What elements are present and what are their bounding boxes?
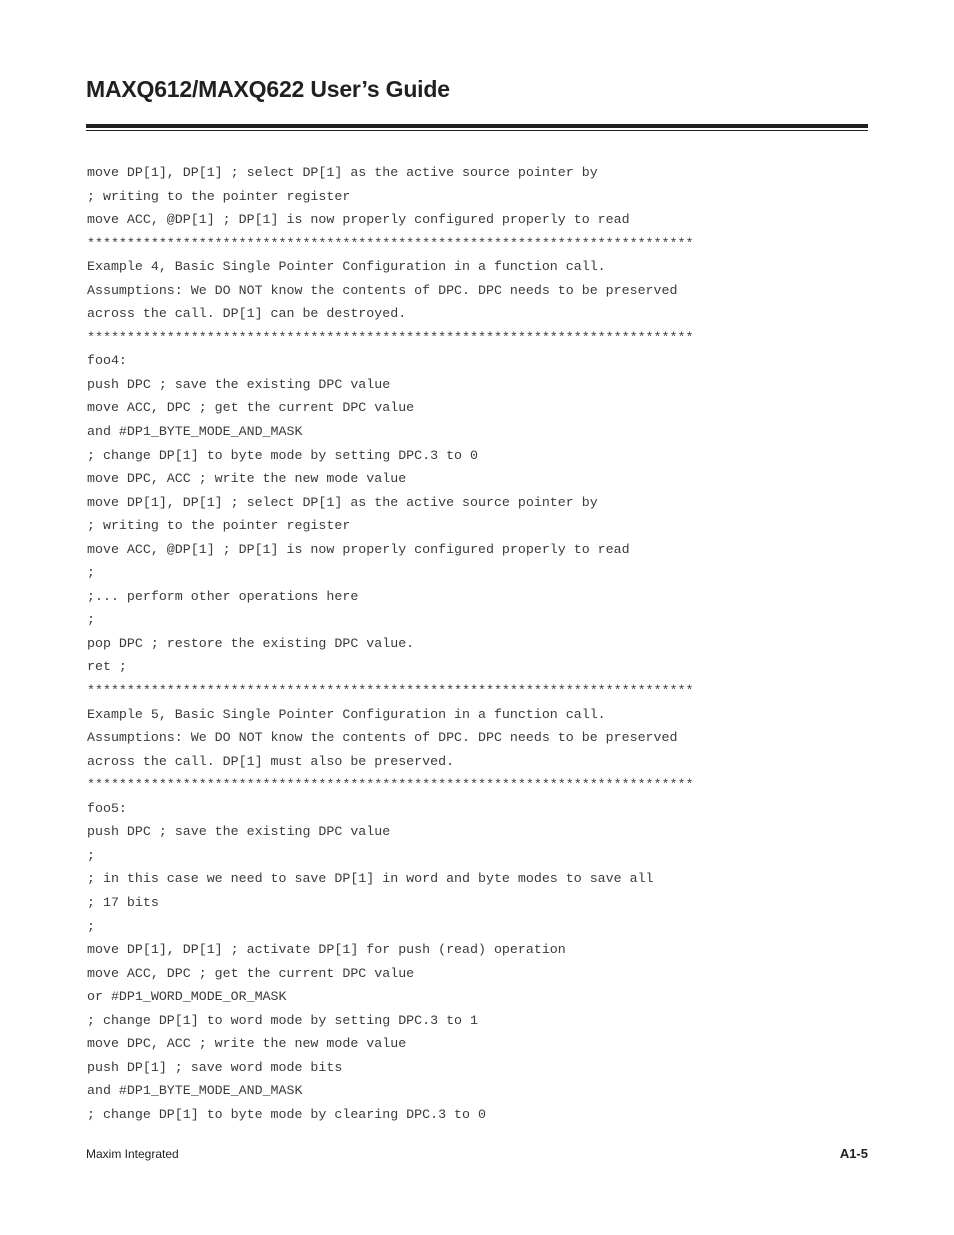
code-line: ; xyxy=(87,918,95,934)
code-line: **************************************************************************** xyxy=(87,777,694,793)
code-line: ; writing to the pointer register xyxy=(87,518,351,534)
code-line: push DPC ; save the existing DPC value xyxy=(87,824,391,840)
code-line: move DPC, ACC ; write the new mode value xyxy=(87,1036,407,1052)
code-line: Assumptions: We DO NOT know the contents of DPC. DPC needs to be preserved xyxy=(87,282,678,298)
code-line: across the call. DP[1] must also be preserved. xyxy=(87,753,455,769)
code-line: ; xyxy=(87,612,95,628)
code-line: move ACC, @DP[1] ; DP[1] is now properly configured properly to read xyxy=(87,541,630,557)
header-rule-thin xyxy=(86,130,868,131)
code-line: ; change DP[1] to byte mode by clearing DPC.3 to 0 xyxy=(87,1106,486,1122)
code-line: move ACC, DPC ; get the current DPC value xyxy=(87,400,415,416)
code-listing xyxy=(87,161,887,1126)
code-line: ; xyxy=(87,847,95,863)
code-line: across the call. DP[1] can be destroyed. xyxy=(87,306,407,322)
page-title: MAXQ612/MAXQ622 User’s Guide xyxy=(86,76,450,102)
code-line: or #DP1_WORD_MODE_OR_MASK xyxy=(87,989,287,1005)
code-line: ;... perform other operations here xyxy=(87,588,359,604)
code-line: ; in this case we need to save DP[1] in word and byte modes to save all xyxy=(87,871,654,887)
code-line: Example 5, Basic Single Pointer Configuration in a function call. xyxy=(87,706,606,722)
code-line: Example 4, Basic Single Pointer Configuration in a function call. xyxy=(87,259,606,275)
header-rule-thick xyxy=(86,124,868,128)
code-line: move ACC, DPC ; get the current DPC value xyxy=(87,965,415,981)
code-line: **************************************************************************** xyxy=(87,683,694,699)
code-line: pop DPC ; restore the existing DPC value. xyxy=(87,635,415,651)
code-line: move ACC, @DP[1] ; DP[1] is now properly configured properly to read xyxy=(87,212,630,228)
code-line: ; change DP[1] to byte mode by setting DPC.3 to 0 xyxy=(87,447,478,463)
code-line: and #DP1_BYTE_MODE_AND_MASK xyxy=(87,1083,303,1099)
code-line: **************************************************************************** xyxy=(87,235,694,251)
code-line: foo5: xyxy=(87,800,127,816)
code-line: **************************************************************************** xyxy=(87,329,694,345)
code-line: foo4: xyxy=(87,353,127,369)
footer-company: Maxim Integrated xyxy=(86,1147,179,1161)
code-line: ; 17 bits xyxy=(87,894,159,910)
code-line: move DP[1], DP[1] ; select DP[1] as the active source pointer by xyxy=(87,165,598,180)
code-line: ret ; xyxy=(87,659,127,675)
code-line: push DPC ; save the existing DPC value xyxy=(87,376,391,392)
footer-page-number: A1-5 xyxy=(839,1146,868,1161)
code-line: push DP[1] ; save word mode bits xyxy=(87,1059,343,1075)
code-line: ; writing to the pointer register xyxy=(87,188,351,204)
code-line: and #DP1_BYTE_MODE_AND_MASK xyxy=(87,424,303,440)
code-line: move DP[1], DP[1] ; activate DP[1] for push (read) operation xyxy=(87,942,566,958)
code-line: move DPC, ACC ; write the new mode value xyxy=(87,471,407,487)
code-line: ; xyxy=(87,565,95,581)
code-line: ; change DP[1] to word mode by setting DPC.3 to 1 xyxy=(87,1012,478,1028)
code-line: move DP[1], DP[1] ; select DP[1] as the active source pointer by xyxy=(87,494,598,510)
code-line: Assumptions: We DO NOT know the contents of DPC. DPC needs to be preserved xyxy=(87,730,678,746)
